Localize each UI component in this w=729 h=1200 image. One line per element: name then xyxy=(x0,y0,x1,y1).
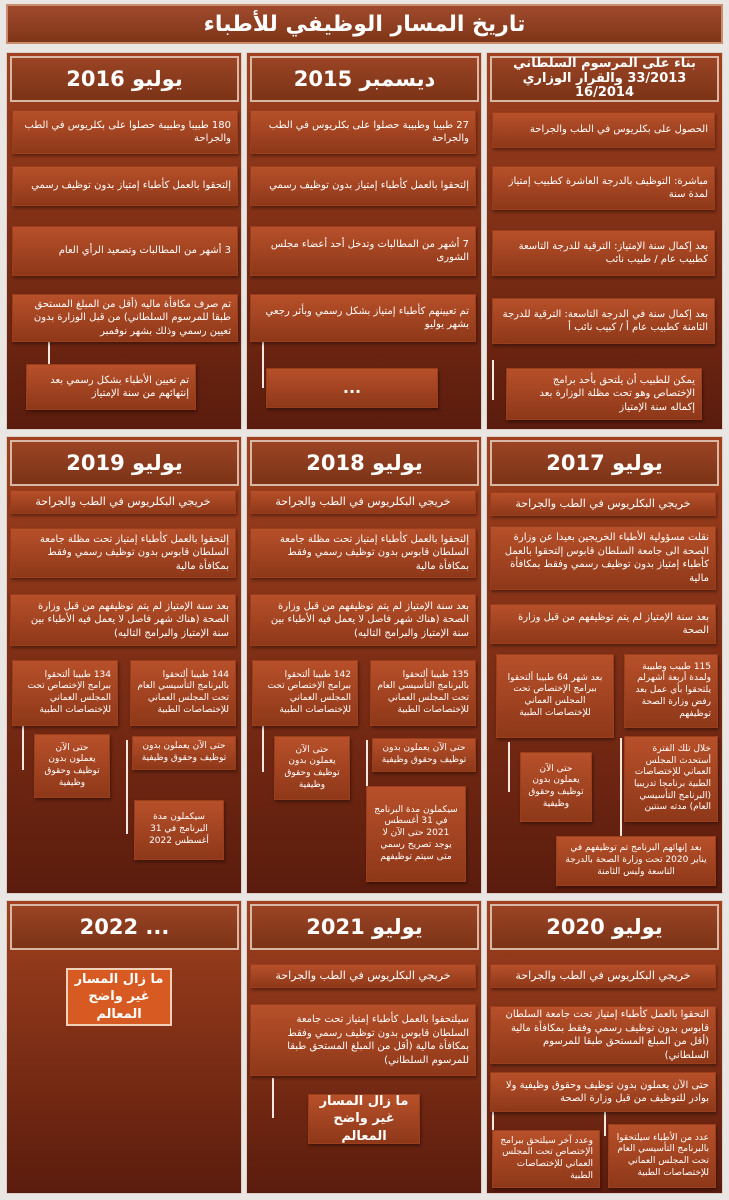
jul2017-bottom: بعد إنهائهم البرنامج تم توظيفهم في يناير 2020 تحت وزارة الصحة بالدرجة التاسعة وليس الثامنة xyxy=(556,836,716,886)
dec2015-step-4: تم تعيينهم كأطباء إمتياز بشكل رسمي وبأثر رجعي بشهر يوليو xyxy=(250,294,476,342)
jul2018-heading: يوليو 2018 xyxy=(250,440,479,486)
jul2019-right-3: سيكملون مدة البرنامج في 31 أغسطس 2022 xyxy=(134,800,224,860)
decree-step-1: الحصول على بكلريوس في الطب والجراحة xyxy=(492,112,715,148)
jul2019-heading: يوليو 2019 xyxy=(10,440,239,486)
jul2019-right-1: 144 طبيبا ألتحقوا بالبرنامج التأسيسي العام تحت المجلس العماني للإختصاصات الطبية xyxy=(130,660,236,726)
jul2020-left: وعدد آخر سيلتحق ببرامج الإختصاص تحت المجلس العماني للإختصاصات الطبية xyxy=(492,1130,600,1188)
jul2018-step-2: إلتحقوا بالعمل كأطباء إمتياز تحت مظلة جامعة السلطان قابوس بدون توظيف رسمي وفقط بمكافأة مالية xyxy=(250,528,476,578)
jul2017-right-2: خلال تلك الفترة أستحدث المجلس العماني للإختصاصات الطبية برنامجا تدريبيا (البرنامج التأسيسي العام) مدته سنتين xyxy=(624,736,718,822)
jul2019-left-1: 134 طبيبا ألتحقوا ببرامج الإختصاص تحت المجلس العماني للإختصاصات الطبية xyxy=(12,660,118,726)
connector-line xyxy=(126,740,128,834)
decree-step-2: مباشرة: التوظيف بالدرجة العاشرة كطبيب إمتياز لمدة سنة xyxy=(492,166,715,210)
jul2016-step-2: إلتحقوا بالعمل كأطباء إمتياز بدون توظيف رسمي xyxy=(12,166,238,206)
jul2021-step-2: سيلتحقوا بالعمل كأطباء إمتياز تحت جامعة السلطان قابوس بدون توظيف رسمي وفقط بمكافأة مالية (أقل من المبلغ المستحق طبقا للمرسوم السلطاني) xyxy=(250,1004,476,1076)
jul2019-left-2: حتى الآن يعملون بدون توظيف وحقوق وظيفية xyxy=(34,734,110,798)
jul2020-step-1: خريجي البكلريوس في الطب والجراحة xyxy=(490,964,716,988)
jul2021-heading: يوليو 2021 xyxy=(250,904,479,950)
dec2015-step-1: 27 طبيبا وطبيبة حصلوا على بكلريوس في الطب والجراحة xyxy=(250,110,476,154)
dec2015-step-3: 7 أشهر من المطالبات وتدخل أحد أعضاء مجلس الشورى xyxy=(250,226,476,276)
dec2015-step-2: إلتحقوا بالعمل كأطباء إمتياز بدون توظيف رسمي xyxy=(250,166,476,206)
jul2016-step-3: 3 أشهر من المطالبات وتصعيد الرأي العام xyxy=(12,226,238,276)
jul2018-step-3: بعد سنة الإمتياز لم يتم توظيفهم من قبل وزارة الصحة (هناك شهر فاصل لا يعمل فيه الأطباء بين سنة الإمتياز والبرامج التاليه) xyxy=(250,594,476,646)
jul2019-right-2: حتى الآن يعملون بدون توظيف وحقوق وظيفية xyxy=(132,736,236,770)
jul2017-right-1: 115 طبيب وطبيبة ولمدة أربعة أشهرلم يلتحقوا بأي عمل بعد رفض وزارة الصحة توظيفهم xyxy=(624,654,718,728)
dec2015-heading: ديسمبر 2015 xyxy=(250,56,479,102)
decree-heading: بناء على المرسوم السلطاني 33/2013 والقرار الوزاري 16/2014 xyxy=(490,56,719,102)
y2022-step-1: ما زال المسار غير واضح المعالم xyxy=(66,968,172,1026)
jul2017-step-3: بعد سنة الإمتياز لم يتم توظيفهم من قبل وزارة الصحة xyxy=(490,604,716,644)
jul2018-right-3: سيكملون مدة البرنامج في 31 أغسطس 2021 حتى الآن لا يوجد تصريح رسمي متى سيتم توظيفهم xyxy=(366,786,466,882)
jul2018-left-2: حتى الآن يعملون بدون توظيف وحقوق وظيفية xyxy=(274,736,350,800)
jul2018-step-1: خريجي البكلريوس في الطب والجراحة xyxy=(250,490,476,514)
jul2020-step-2: التحقوا بالعمل كأطباء إمتياز تحت جامعة السلطان قابوس بدون توظيف رسمي وفقط بمكافأة مالية (أقل من المبلغ المستحق طبقا للمرسوم السلطاني) xyxy=(490,1006,716,1064)
jul2021-step-3: ما زال المسار غير واضح المعالم xyxy=(308,1094,420,1144)
jul2020-step-3: حتى الآن يعملون بدون توظيف وحقوق وظيفية ولا بوادر للتوظيف من قبل وزارة الصحة xyxy=(490,1072,716,1112)
jul2020-right: عدد من الأطباء سيلتحقوا بالبرنامج التأسيسي العام تحت المجلس العماني للإختصاصات الطبية xyxy=(608,1124,716,1188)
jul2020-heading: يوليو 2020 xyxy=(490,904,719,950)
connector-line xyxy=(620,738,622,846)
decree-step-3: بعد إكمال سنة الإمتياز: الترقية للدرجة التاسعة كطبيب عام / طبيب نائب xyxy=(492,230,715,276)
jul2017-step-2: نقلت مسؤولية الأطباء الخريجين بعيدا عن وزارة الصحة الى جامعة السلطان قابوس إلتحقوا بالعمل كأطباء إمتياز بدون توظيف رسمي وفقط بمكافأة مالية xyxy=(490,526,716,590)
dec2015-step-5: ... xyxy=(266,368,438,408)
connector-line xyxy=(22,720,24,770)
connector-line xyxy=(508,742,510,792)
connector-line xyxy=(272,1078,274,1118)
jul2018-right-1: 135 طبيبا ألتحقوا بالبرنامج التأسيسي العام تحت المجلس العماني للإختصاصات الطبية xyxy=(370,660,476,726)
jul2016-step-5: تم تعيين الأطباء بشكل رسمي بعد إنتهائهم من سنة الإمتياز xyxy=(26,364,196,410)
jul2016-heading: يوليو 2016 xyxy=(10,56,239,102)
jul2016-step-4: تم صرف مكافأة ماليه (أقل من المبلغ المستحق طبقا للمرسوم السلطاني) من قبل الوزارة بدون تعيين رسمي وذلك بشهر نوفمبر xyxy=(12,294,238,342)
connector-line xyxy=(262,722,264,772)
connector-line xyxy=(604,1112,606,1136)
jul2017-left-1: بعد شهر 64 طبيبا ألتحقوا ببرامج الإختصاص تحت المجلس العماني للإختصاصات الطبية xyxy=(496,654,614,738)
page-title: تاريخ المسار الوظيفي للأطباء xyxy=(6,4,723,44)
jul2021-step-1: خريجي البكلريوس في الطب والجراحة xyxy=(250,964,476,988)
decree-step-4: بعد إكمال سنة في الدرجة التاسعة: الترقية للدرجة الثامنة كطبيب عام أ / كبيب نائب أ xyxy=(492,298,715,344)
jul2016-step-1: 180 طبيبا وطبيبة حصلوا على بكلريوس في الطب والجراحة xyxy=(12,110,238,154)
y2022-heading: 2022 ... xyxy=(10,904,239,950)
jul2019-step-2: إلتحقوا بالعمل كأطباء إمتياز تحت مظلة جامعة السلطان قابوس بدون توظيف رسمي وفقط بمكافأة مالية xyxy=(10,528,236,578)
jul2018-right-2: حتى الآن يعملون بدون توظيف وحقوق وظيفية xyxy=(372,738,476,772)
connector-line xyxy=(492,360,494,400)
jul2017-heading: يوليو 2017 xyxy=(490,440,719,486)
jul2017-step-1: خريجي البكلريوس في الطب والجراحة xyxy=(490,492,716,516)
jul2017-left-2: حتى الآن يعملون بدون توظيف وحقوق وظيفية xyxy=(520,752,592,822)
decree-step-5: يمكن للطبيب أن يلتحق بأحد برامج الإختصاص وهو تحت مظلة الوزارة بعد إكماله سنة الإمتياز xyxy=(506,368,702,420)
jul2018-left-1: 142 طبيبا ألتحقوا ببرامج الإختصاص تحت المجلس العماني للإختصاصات الطبية xyxy=(252,660,358,726)
jul2019-step-1: خريجي البكلريوس في الطب والجراحة xyxy=(10,490,236,514)
jul2019-step-3: بعد سنة الإمتياز لم يتم توظيفهم من قبل وزارة الصحة (هناك شهر فاصل لا يعمل فيه الأطباء بين سنة الإمتياز والبرامج التاليه) xyxy=(10,594,236,646)
